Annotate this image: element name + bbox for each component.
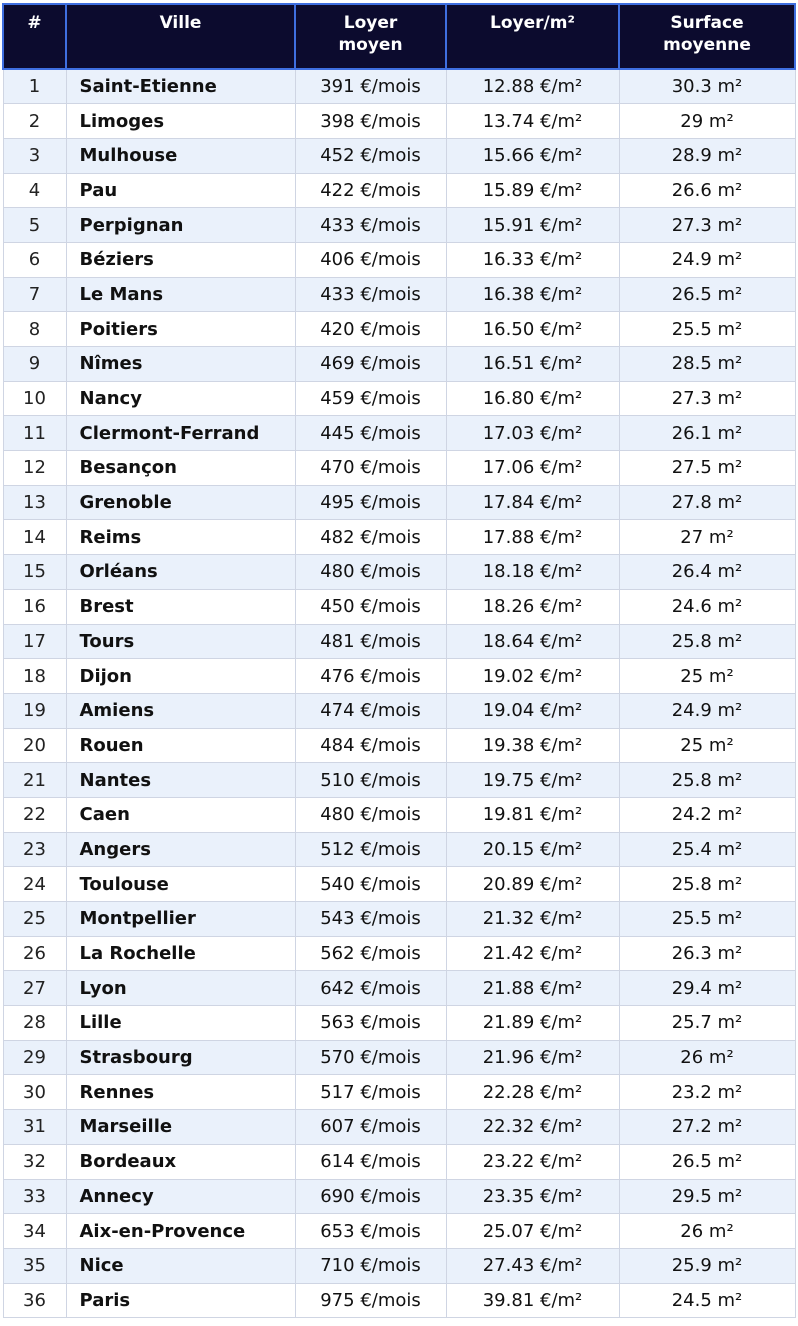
table-row [3,1179,795,1214]
cell-city: Bordeaux [66,1144,295,1179]
cell-rank: 3 [3,138,66,173]
table-row [3,104,795,139]
cell-rank: 23 [3,832,66,867]
cell-rent-per-sqm: 16.38 €/m² [446,277,619,312]
table-row [3,763,795,798]
cell-surface: 25 m² [619,659,795,694]
cell-rent-per-sqm: 22.32 €/m² [446,1110,619,1145]
table-row [3,451,795,486]
cell-rent-per-sqm: 19.02 €/m² [446,659,619,694]
table-body [3,69,795,1318]
cell-city: Caen [66,797,295,832]
cell-surface: 28.5 m² [619,347,795,382]
cell-rank: 20 [3,728,66,763]
cell-rent-per-sqm: 19.38 €/m² [446,728,619,763]
cell-rank: 28 [3,1006,66,1041]
cell-surface: 25.8 m² [619,763,795,798]
cell-city: Montpellier [66,902,295,937]
cell-rent-per-sqm: 18.18 €/m² [446,555,619,590]
cell-rent-per-sqm: 23.35 €/m² [446,1179,619,1214]
cell-surface: 26.5 m² [619,277,795,312]
cell-rank: 24 [3,867,66,902]
cell-rank: 36 [3,1283,66,1318]
table-row [3,728,795,763]
cell-city: Paris [66,1283,295,1318]
cell-rent-per-sqm: 17.03 €/m² [446,416,619,451]
cell-city: Le Mans [66,277,295,312]
cell-surface: 26.1 m² [619,416,795,451]
cell-city: Béziers [66,242,295,277]
cell-rent: 480 €/mois [295,555,446,590]
cell-rent: 420 €/mois [295,312,446,347]
cell-surface: 24.5 m² [619,1283,795,1318]
cell-rent-per-sqm: 23.22 €/m² [446,1144,619,1179]
cell-rent: 459 €/mois [295,381,446,416]
cell-rent-per-sqm: 20.89 €/m² [446,867,619,902]
cell-rent: 484 €/mois [295,728,446,763]
cell-surface: 27.3 m² [619,208,795,243]
table-row [3,1110,795,1145]
cell-rent: 975 €/mois [295,1283,446,1318]
cell-city: Orléans [66,555,295,590]
cell-rank: 34 [3,1214,66,1249]
header-surface-line2: moyenne [663,35,751,55]
cell-surface: 25.4 m² [619,832,795,867]
cell-rank: 15 [3,555,66,590]
cell-rent: 470 €/mois [295,451,446,486]
cell-rank: 35 [3,1248,66,1283]
cell-rent: 480 €/mois [295,797,446,832]
cell-rent-per-sqm: 16.80 €/m² [446,381,619,416]
cell-rent: 433 €/mois [295,277,446,312]
cell-city: Clermont-Ferrand [66,416,295,451]
cell-surface: 27 m² [619,520,795,555]
cell-surface: 26.6 m² [619,173,795,208]
rent-table [2,3,796,1318]
table-row [3,520,795,555]
cell-rent-per-sqm: 15.89 €/m² [446,173,619,208]
table-row [3,312,795,347]
cell-rank: 33 [3,1179,66,1214]
cell-rent: 570 €/mois [295,1040,446,1075]
cell-rent-per-sqm: 13.74 €/m² [446,104,619,139]
cell-rank: 25 [3,902,66,937]
cell-rank: 21 [3,763,66,798]
table-row [3,624,795,659]
table-row [3,381,795,416]
cell-rank: 16 [3,589,66,624]
table-row [3,936,795,971]
cell-surface: 25 m² [619,728,795,763]
cell-rent: 450 €/mois [295,589,446,624]
cell-rent: 690 €/mois [295,1179,446,1214]
table-row [3,1248,795,1283]
cell-rent: 543 €/mois [295,902,446,937]
table-row [3,416,795,451]
cell-city: Lyon [66,971,295,1006]
cell-surface: 25.7 m² [619,1006,795,1041]
cell-rent: 474 €/mois [295,693,446,728]
header-city: Ville [66,4,295,69]
cell-city: Toulouse [66,867,295,902]
cell-rank: 30 [3,1075,66,1110]
cell-rent: 445 €/mois [295,416,446,451]
cell-rent: 607 €/mois [295,1110,446,1145]
cell-rent: 614 €/mois [295,1144,446,1179]
cell-rent-per-sqm: 19.04 €/m² [446,693,619,728]
table-row [3,1006,795,1041]
cell-rank: 4 [3,173,66,208]
cell-surface: 27.3 m² [619,381,795,416]
cell-rent-per-sqm: 19.81 €/m² [446,797,619,832]
cell-city: La Rochelle [66,936,295,971]
cell-surface: 30.3 m² [619,69,795,104]
table-row [3,173,795,208]
cell-surface: 26 m² [619,1214,795,1249]
table-row [3,1214,795,1249]
cell-rent-per-sqm: 21.32 €/m² [446,902,619,937]
table-row [3,693,795,728]
table-row [3,659,795,694]
table-row [3,1283,795,1318]
cell-surface: 26.3 m² [619,936,795,971]
cell-rent: 710 €/mois [295,1248,446,1283]
table-header [3,4,795,69]
cell-surface: 26.5 m² [619,1144,795,1179]
table-row [3,69,795,104]
cell-rent: 391 €/mois [295,69,446,104]
table-row [3,347,795,382]
cell-rank: 17 [3,624,66,659]
table-row [3,1144,795,1179]
cell-rank: 32 [3,1144,66,1179]
cell-surface: 26.4 m² [619,555,795,590]
cell-rent: 563 €/mois [295,1006,446,1041]
cell-rent-per-sqm: 18.26 €/m² [446,589,619,624]
cell-rent-per-sqm: 15.91 €/m² [446,208,619,243]
cell-rank: 19 [3,693,66,728]
cell-rent-per-sqm: 17.06 €/m² [446,451,619,486]
cell-surface: 27.2 m² [619,1110,795,1145]
cell-city: Rouen [66,728,295,763]
cell-rank: 7 [3,277,66,312]
cell-surface: 25.8 m² [619,624,795,659]
cell-rent: 406 €/mois [295,242,446,277]
cell-rent: 422 €/mois [295,173,446,208]
header-rent-per-sqm: Loyer/m² [446,4,619,69]
cell-city: Brest [66,589,295,624]
table-row [3,832,795,867]
table-row [3,208,795,243]
table-row [3,485,795,520]
cell-rent: 482 €/mois [295,520,446,555]
cell-surface: 24.6 m² [619,589,795,624]
table-row [3,138,795,173]
cell-rank: 8 [3,312,66,347]
cell-rent: 512 €/mois [295,832,446,867]
cell-city: Annecy [66,1179,295,1214]
cell-rent: 469 €/mois [295,347,446,382]
cell-rent-per-sqm: 17.84 €/m² [446,485,619,520]
cell-rent: 452 €/mois [295,138,446,173]
cell-rank: 10 [3,381,66,416]
header-row [3,4,795,69]
table-row [3,589,795,624]
header-rent-line1: Loyer [343,13,398,33]
cell-rent-per-sqm: 17.88 €/m² [446,520,619,555]
header-surface-line1: Surface [670,13,744,33]
cell-rent-per-sqm: 27.43 €/m² [446,1248,619,1283]
cell-rank: 2 [3,104,66,139]
cell-rent: 433 €/mois [295,208,446,243]
cell-surface: 28.9 m² [619,138,795,173]
cell-rent-per-sqm: 21.88 €/m² [446,971,619,1006]
cell-city: Nîmes [66,347,295,382]
cell-city: Tours [66,624,295,659]
cell-rent-per-sqm: 19.75 €/m² [446,763,619,798]
cell-surface: 26 m² [619,1040,795,1075]
cell-rent-per-sqm: 39.81 €/m² [446,1283,619,1318]
cell-city: Perpignan [66,208,295,243]
cell-rent: 653 €/mois [295,1214,446,1249]
cell-city: Nancy [66,381,295,416]
cell-rank: 11 [3,416,66,451]
cell-rank: 12 [3,451,66,486]
cell-surface: 24.9 m² [619,242,795,277]
cell-rent-per-sqm: 21.42 €/m² [446,936,619,971]
cell-city: Nice [66,1248,295,1283]
cell-rank: 13 [3,485,66,520]
cell-rent-per-sqm: 21.96 €/m² [446,1040,619,1075]
cell-rent-per-sqm: 20.15 €/m² [446,832,619,867]
cell-rent: 481 €/mois [295,624,446,659]
cell-rank: 26 [3,936,66,971]
cell-rent: 398 €/mois [295,104,446,139]
cell-rank: 27 [3,971,66,1006]
cell-city: Marseille [66,1110,295,1145]
cell-city: Mulhouse [66,138,295,173]
cell-rent: 562 €/mois [295,936,446,971]
cell-rent-per-sqm: 16.33 €/m² [446,242,619,277]
cell-rank: 29 [3,1040,66,1075]
cell-rent-per-sqm: 22.28 €/m² [446,1075,619,1110]
cell-rent: 510 €/mois [295,763,446,798]
cell-city: Aix-en-Provence [66,1214,295,1249]
cell-rank: 18 [3,659,66,694]
header-rent [295,4,446,69]
cell-city: Grenoble [66,485,295,520]
cell-surface: 23.2 m² [619,1075,795,1110]
cell-rent-per-sqm: 15.66 €/m² [446,138,619,173]
cell-city: Poitiers [66,312,295,347]
cell-rent: 476 €/mois [295,659,446,694]
cell-surface: 25.5 m² [619,312,795,347]
cell-surface: 25.8 m² [619,867,795,902]
table-row [3,555,795,590]
cell-rent: 495 €/mois [295,485,446,520]
cell-city: Saint-Etienne [66,69,295,104]
cell-city: Besançon [66,451,295,486]
cell-city: Rennes [66,1075,295,1110]
cell-rank: 9 [3,347,66,382]
cell-rank: 31 [3,1110,66,1145]
cell-city: Pau [66,173,295,208]
cell-surface: 29.5 m² [619,1179,795,1214]
cell-surface: 24.2 m² [619,797,795,832]
cell-city: Limoges [66,104,295,139]
cell-city: Nantes [66,763,295,798]
cell-city: Reims [66,520,295,555]
cell-surface: 25.9 m² [619,1248,795,1283]
table-row [3,902,795,937]
cell-city: Lille [66,1006,295,1041]
cell-surface: 24.9 m² [619,693,795,728]
cell-rank: 1 [3,69,66,104]
cell-rent-per-sqm: 16.50 €/m² [446,312,619,347]
cell-rent-per-sqm: 21.89 €/m² [446,1006,619,1041]
table-row [3,1075,795,1110]
cell-rank: 5 [3,208,66,243]
cell-rent: 517 €/mois [295,1075,446,1110]
cell-surface: 27.8 m² [619,485,795,520]
cell-rank: 6 [3,242,66,277]
cell-rent: 642 €/mois [295,971,446,1006]
table-row [3,242,795,277]
cell-rent: 540 €/mois [295,867,446,902]
header-surface [619,4,795,69]
table-row [3,867,795,902]
cell-city: Dijon [66,659,295,694]
cell-surface: 25.5 m² [619,902,795,937]
cell-rank: 14 [3,520,66,555]
cell-rent-per-sqm: 16.51 €/m² [446,347,619,382]
cell-city: Angers [66,832,295,867]
table-row [3,971,795,1006]
cell-rent-per-sqm: 25.07 €/m² [446,1214,619,1249]
cell-rank: 22 [3,797,66,832]
table-row [3,1040,795,1075]
cell-surface: 29 m² [619,104,795,139]
cell-surface: 27.5 m² [619,451,795,486]
cell-rent-per-sqm: 18.64 €/m² [446,624,619,659]
cell-city: Strasbourg [66,1040,295,1075]
cell-rent-per-sqm: 12.88 €/m² [446,69,619,104]
header-rent-line2: moyen [338,35,403,55]
cell-surface: 29.4 m² [619,971,795,1006]
header-rank: # [3,4,66,69]
table-row [3,277,795,312]
cell-city: Amiens [66,693,295,728]
table-row [3,797,795,832]
